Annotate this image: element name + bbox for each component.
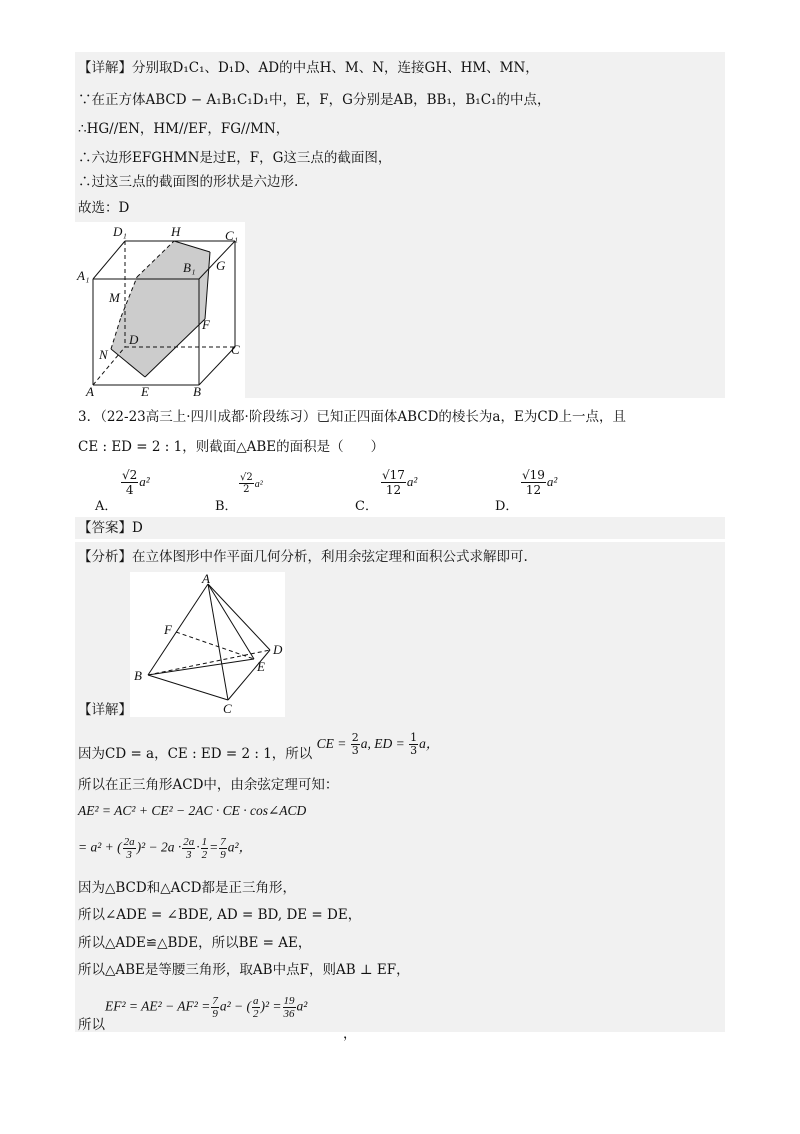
option-b-letter: B． xyxy=(215,499,238,514)
detail1-line-4: ∴六边形EFGHMN是过E，F，G这三点的截面图， xyxy=(78,150,392,166)
option-d-num: √19 xyxy=(522,468,545,482)
detail2-ce-ed-formula: CE = $\frac{2}{3}$ a, ED = $\frac{1}{3}$ a， xyxy=(316,731,440,757)
tetra-label-B: B xyxy=(134,668,142,683)
question3-line-2: CE : ED = 2 : 1，则截面△ABE的面积是（ ） xyxy=(78,439,385,455)
label-E: E xyxy=(141,384,149,398)
tetra-label-C: C xyxy=(223,701,232,716)
tetra-label-E: E xyxy=(257,659,265,674)
label-F: F xyxy=(202,317,210,332)
option-d-formula xyxy=(520,468,557,497)
label-D: D xyxy=(129,332,139,347)
detail2-heading: 【详解】 xyxy=(78,702,132,718)
label-H: H xyxy=(171,224,181,239)
option-a-letter: A． xyxy=(95,499,118,514)
option-a-num: √2 xyxy=(122,468,138,482)
detail2-line-5: 因为△BCD和△ACD都是正三角形， xyxy=(78,880,296,896)
option-c-den: 12 xyxy=(385,483,402,497)
detail2-line-9: EF² = AE² − AF² = $\frac{7}{9}$ a² − ( $\frac{a}{2}$ )² = $\frac{19}{36}$ a² xyxy=(105,995,308,1020)
option-c-num: √17 xyxy=(382,468,405,482)
detail1-line-5: ∴过这三点的截面图的形状是六边形. xyxy=(78,174,299,190)
option-c-letter: C． xyxy=(355,499,378,514)
detail2-line-6: 所以∠ADE = ∠BDE, AD = BD, DE = DE， xyxy=(78,907,362,923)
detail2-line-8: 所以△ABE是等腰三角形，取AB中点F，则AB ⊥ EF， xyxy=(78,962,410,978)
detail2-line-2: 所以在正三角形ACD中，由余弦定理可知： xyxy=(78,777,339,793)
label-B1: B₁ xyxy=(183,260,196,275)
detail2-line-7: 所以△ADE≌△BDE，所以BE = AE， xyxy=(78,935,312,951)
tetra-label-D: D xyxy=(273,642,283,657)
question3-line-1: 3．（22-23高三上·四川成都·阶段练习）已知正四面体ABCD的棱长为a，E为CD上一点，且 xyxy=(78,409,626,425)
detail2-line-10-end: ， xyxy=(343,1026,357,1042)
detail2-line-10: 所以 xyxy=(78,1017,105,1033)
detail1-line-1: 【详解】分别取D₁C₁、D₁D、AD的中点H、M、N，连接GH、HM、MN， xyxy=(78,60,539,76)
label-C1: C₁ xyxy=(225,228,239,243)
option-c-tail: a² xyxy=(406,474,418,489)
option-b-den: 2 xyxy=(243,484,250,495)
label-C: C xyxy=(231,342,240,357)
detail2-line-3: AE² = AC² + CE² − 2AC · CE · cos∠ACD xyxy=(78,803,307,818)
detail1-line-3: ∴HG//EN，HM//EF，FG//MN， xyxy=(78,121,290,137)
cube-figure xyxy=(75,222,245,398)
option-a-den: 4 xyxy=(125,483,134,497)
analysis-text: 【分析】在立体图形中作平面几何分析，利用余弦定理和面积公式求解即可. xyxy=(78,549,528,565)
option-a-formula xyxy=(120,468,150,497)
detail1-line-2: ∵在正方体ABCD − A₁B₁C₁D₁中，E，F，G分别是AB，BB₁，B₁C₁的中点， xyxy=(78,92,551,108)
detail2-line-4: = a² + ( $\frac{2a}{3}$ )² − 2a · $\frac{2a}{3}$ · $\frac{1}{2}$ = $\frac{7}{9}$ a²， xyxy=(78,836,253,861)
option-b-formula xyxy=(238,472,263,495)
tetrahedron-figure xyxy=(130,572,285,717)
label-B: B xyxy=(193,384,201,398)
option-b-num: √2 xyxy=(240,472,253,483)
tetra-label-A: A xyxy=(202,572,210,586)
label-N: N xyxy=(99,347,108,362)
tetrahedron-diagram xyxy=(130,572,285,717)
label-D1: D₁ xyxy=(113,224,127,239)
option-d-tail: a² xyxy=(546,474,558,489)
option-d-den: 12 xyxy=(525,483,542,497)
option-b-tail: a² xyxy=(254,479,263,490)
cube-diagram xyxy=(75,222,245,398)
answer-text: 【答案】D xyxy=(78,520,143,536)
label-G: G xyxy=(216,258,226,273)
label-A1: A₁ xyxy=(77,268,90,283)
tetra-label-F: F xyxy=(164,622,172,637)
detail1-conclusion: 故选：D xyxy=(78,200,130,216)
option-d-letter: D． xyxy=(495,499,519,514)
answer-panel xyxy=(75,517,725,539)
option-a-tail: a² xyxy=(139,474,150,489)
detail2-line-1: 因为CD = a，CE : ED = 2 : 1，所以 CE = $\frac{2}{3}$ a, ED = $\frac{1}{3}$ a， xyxy=(78,731,440,762)
option-c-formula xyxy=(380,468,417,497)
label-M: M xyxy=(109,290,120,305)
label-A: A xyxy=(86,384,94,398)
